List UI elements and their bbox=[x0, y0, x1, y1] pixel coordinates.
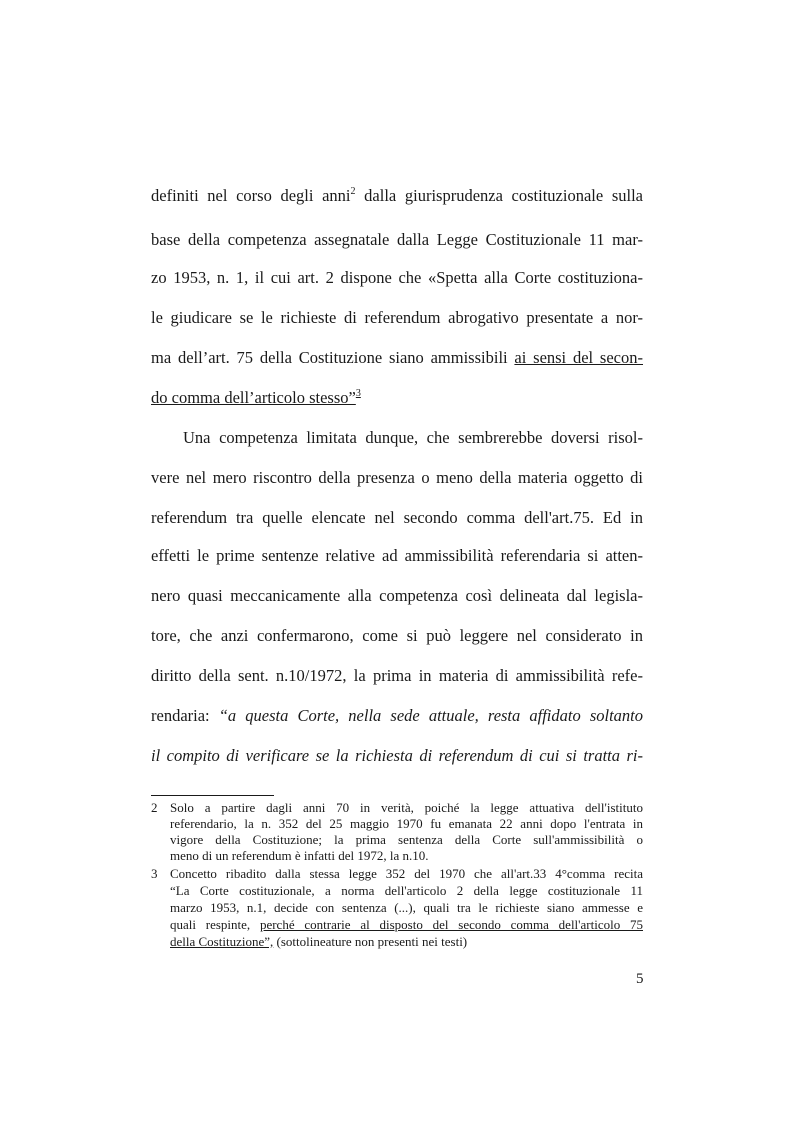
text-run: dalla giurisprudenza costituzionale sulla bbox=[355, 186, 643, 205]
underlined-text: ai sensi del secon- bbox=[514, 348, 643, 367]
text-run: ma dell’art. 75 della Costituzione siano ammissibili bbox=[151, 348, 515, 367]
footnote-number: 2 bbox=[151, 800, 158, 815]
footnote-number: 3 bbox=[151, 866, 158, 881]
body-line bbox=[151, 388, 643, 408]
footnote-ref-2[interactable]: 2 bbox=[350, 186, 356, 197]
text-run: definiti nel corso degli anni bbox=[151, 186, 351, 205]
text-run: (sottolineature non presenti nei testi) bbox=[273, 934, 468, 949]
footnote-line: Solo a partire dagli anni 70 in verità, poiché la legge attuativa dell'istituto bbox=[170, 800, 643, 815]
body-line: nero quasi meccanicamente alla competenza così delineata dal legisla- bbox=[151, 586, 643, 605]
footnote-line: “La Corte costituzionale, a norma dell'articolo 2 della legge costituzionale 11 bbox=[170, 883, 643, 898]
body-line: effetti le prime sentenze relative ad ammissibilità referendaria si atten- bbox=[151, 546, 643, 565]
text-run: quali respinte, bbox=[170, 917, 260, 932]
underlined-text: perché contrarie al disposto del secondo comma dell'articolo 75 bbox=[259, 917, 643, 932]
footnote-line: referendario, la n. 352 del 25 maggio 1970 fu emanata 22 anni dopo l'entrata in bbox=[170, 816, 643, 831]
footnote-line: meno di un referendum è infatti del 1972, la n.10. bbox=[170, 848, 429, 863]
body-line: le giudicare se le richieste di referendum abrogativo presentate a nor- bbox=[151, 308, 643, 327]
footnote-line: vigore della Costituzione; la prima sentenza della Corte sull'ammissibilità o bbox=[170, 832, 643, 847]
italic-quote: “a questa Corte, nella sede attuale, resta affidato soltanto bbox=[218, 706, 643, 725]
body-line: diritto della sent. n.10/1972, la prima in materia di ammissibilità refe- bbox=[151, 666, 643, 685]
footnote-line bbox=[170, 917, 643, 932]
underlined-text: della Costituzione”, bbox=[170, 934, 274, 949]
underlined-text: do comma dell’articolo stesso” bbox=[151, 388, 356, 407]
body-line bbox=[151, 706, 643, 726]
body-line: base della competenza assegnatale dalla Legge Costituzionale 11 mar- bbox=[151, 230, 643, 249]
footnote-ref-3[interactable]: 3 bbox=[355, 388, 361, 399]
body-line: il compito di verificare se la richiesta di referendum di cui si tratta ri- bbox=[151, 746, 643, 765]
body-line: vere nel mero riscontro della presenza o meno della materia oggetto di bbox=[151, 468, 643, 487]
footnote-separator bbox=[151, 795, 274, 796]
body-line: zo 1953, n. 1, il cui art. 2 dispone che «Spetta alla Corte costituziona- bbox=[151, 268, 643, 287]
text-run: rendaria: bbox=[151, 706, 219, 725]
footnote-line: Concetto ribadito dalla stessa legge 352 del 1970 che all'art.33 4°comma recita bbox=[170, 866, 643, 881]
body-line bbox=[151, 348, 643, 368]
footnote-line: marzo 1953, n.1, decide con sentenza (...), quali tra le richieste siano ammesse e bbox=[170, 900, 643, 915]
body-line: tore, che anzi confermarono, come si può leggere nel considerato in bbox=[151, 626, 643, 645]
footnote-line bbox=[170, 934, 643, 949]
body-line: Una competenza limitata dunque, che sembrerebbe doversi risol- bbox=[183, 428, 643, 447]
body-line: referendum tra quelle elencate nel secondo comma dell'art.75. Ed in bbox=[151, 508, 643, 527]
body-line bbox=[151, 186, 643, 206]
page-number: 5 bbox=[636, 971, 644, 987]
